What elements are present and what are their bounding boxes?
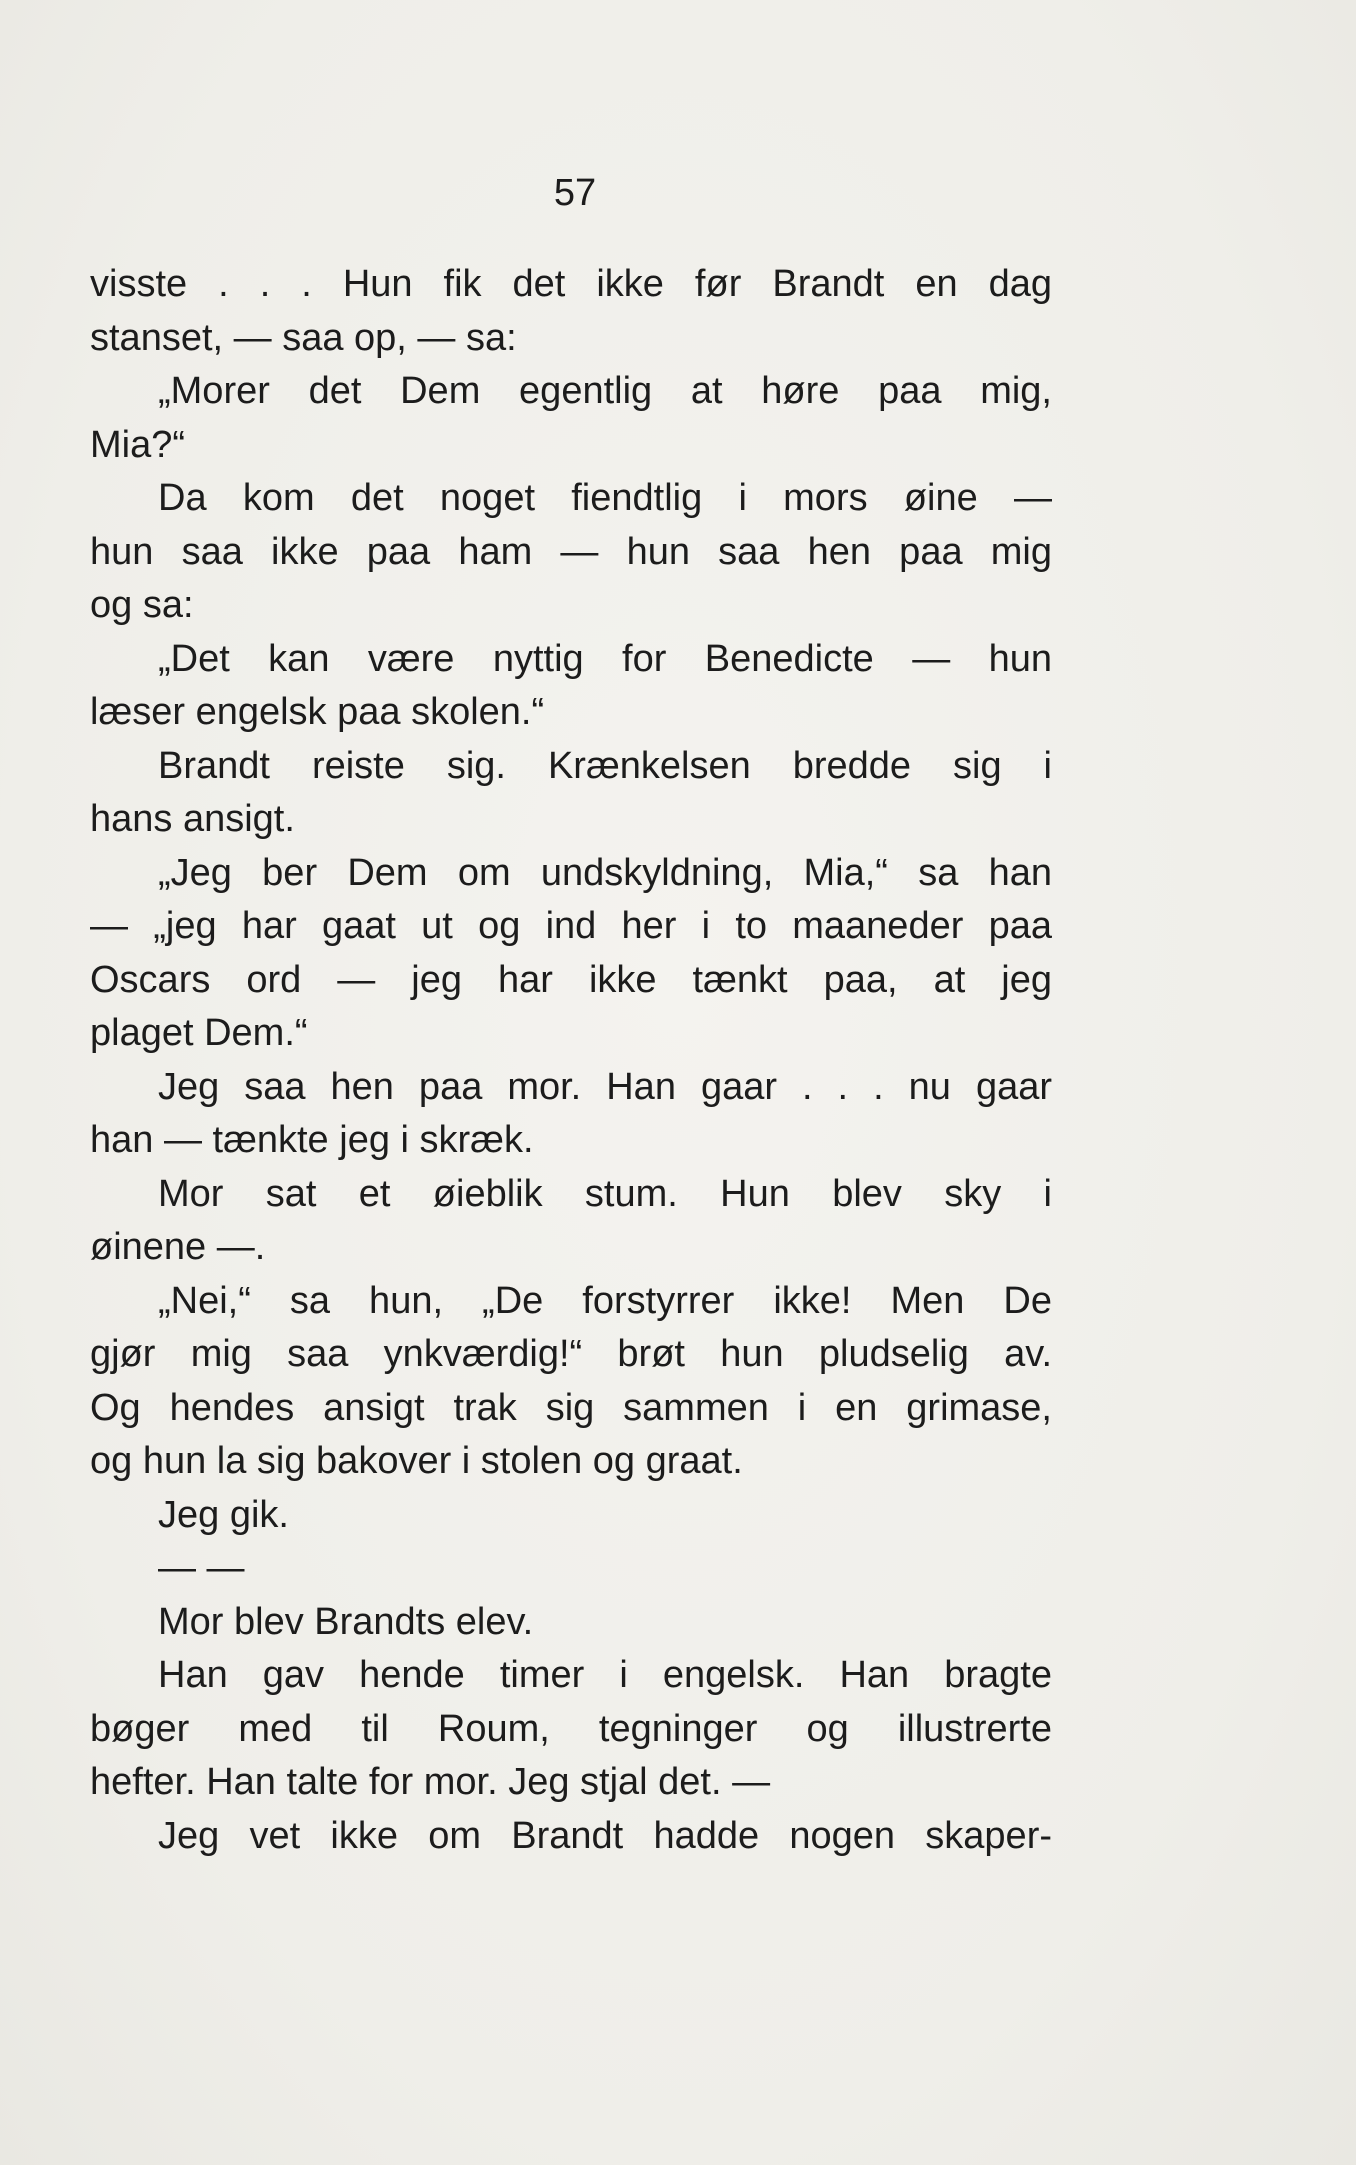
- text-line: bøger med til Roum, tegninger og illustrerte: [90, 1707, 1052, 1750]
- text-line: Brandt reiste sig. Krænkelsen bredde sig i: [158, 744, 1052, 787]
- text-line: Oscars ord — jeg har ikke tænkt paa, at jeg: [90, 958, 1052, 1001]
- text-line: Jeg saa hen paa mor. Han gaar . . . nu gaar: [158, 1065, 1052, 1108]
- text-line: „Det kan være nyttig for Benedicte — hun: [158, 637, 1052, 680]
- text-line: hans ansigt.: [90, 798, 295, 840]
- text-line: øinene —.: [90, 1226, 266, 1268]
- text-line: „Nei,“ sa hun, „De forstyrrer ikke! Men De: [158, 1279, 1052, 1322]
- text-line: plaget Dem.“: [90, 1012, 308, 1054]
- text-line: stanset, — saa op, — sa:: [90, 316, 517, 359]
- text-line: Mor sat et øieblik stum. Hun blev sky i: [158, 1172, 1052, 1215]
- text-line: Han gav hende timer i engelsk. Han bragte: [158, 1654, 1052, 1696]
- text-line: „Morer det Dem egentlig at høre paa mig,: [158, 370, 1052, 412]
- text-line: visste . . . Hun fik det ikke før Brandt en dag: [90, 263, 1052, 305]
- text-line: han — tænkte jeg i skræk.: [90, 1119, 534, 1161]
- text-line: Mia?“: [90, 423, 186, 466]
- text-line: — —: [158, 1547, 245, 1589]
- text-line: „Jeg ber Dem om undskyldning, Mia,“ sa han: [158, 851, 1052, 894]
- text-line: og hun la sig bakover i stolen og graat.: [90, 1440, 743, 1482]
- text-line: hun saa ikke paa ham — hun saa hen paa mig: [90, 530, 1052, 573]
- text-line: Mor blev Brandts elev.: [158, 1600, 534, 1643]
- page-number: 57: [553, 172, 597, 214]
- text-line: Og hendes ansigt trak sig sammen i en grimase,: [90, 1386, 1052, 1429]
- text-line: læser engelsk paa skolen.“: [90, 691, 545, 733]
- text-line: hefter. Han talte for mor. Jeg stjal det. —: [90, 1761, 771, 1803]
- text-line: Jeg gik.: [158, 1493, 289, 1536]
- text-line: gjør mig saa ynkværdig!“ brøt hun pludselig av.: [90, 1333, 1052, 1375]
- body-text: [90, 258, 1052, 1863]
- text-line: — „jeg har gaat ut og ind her i to maaneder paa: [90, 905, 1052, 947]
- text-line: Jeg vet ikke om Brandt hadde nogen skaper-: [158, 1814, 1052, 1857]
- text-line: Da kom det noget fiendtlig i mors øine —: [158, 477, 1052, 519]
- text-line: og sa:: [90, 584, 194, 626]
